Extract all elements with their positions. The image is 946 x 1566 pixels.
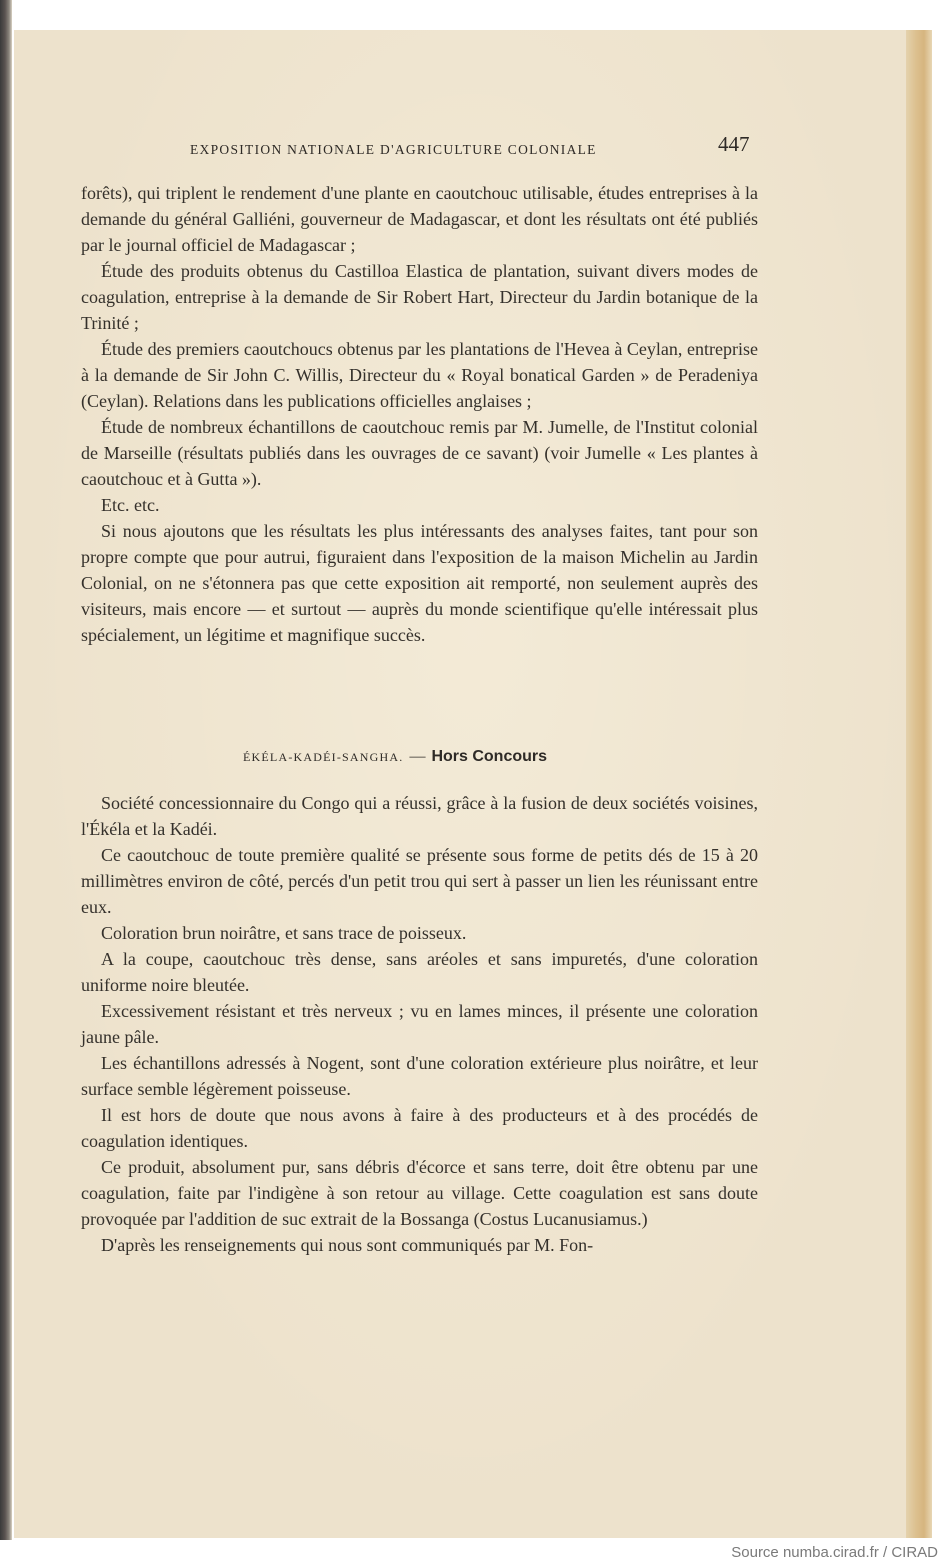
paragraph: D'après les renseignements qui nous sont communiqués par M. Fon- — [101, 1235, 594, 1255]
paragraph: Etc. etc. — [101, 495, 160, 515]
paragraph: Si nous ajoutons que les résultats les plus intéressants des analyses faites, tant pour son propre compte que pour autrui, figuraient dans l'exposition de la maison Michelin au Jardin Colonial, on ne s'étonnera pas que cette exposition ait remporté, non seulement auprès des visiteurs, mais encore — et surtout — auprès du monde scientifique qu'elle intéressait plus spécialement, un légitime et magnifique succès. — [81, 521, 758, 645]
page-number: 447 — [718, 132, 750, 156]
paragraph: Étude des produits obtenus du Castilloa Elastica de plantation, suivant divers modes de coagulation, entreprise à la demande de Sir Robert Hart, Directeur du Jardin botanique de la Trinité ; — [81, 261, 758, 333]
body-text-section — [81, 790, 758, 1258]
paragraph: Société concessionnaire du Congo qui a réussi, grâce à la fusion de deux sociétés voisines, l'Ékéla et la Kadéi. — [81, 793, 758, 839]
paragraph: Étude de nombreux échantillons de caoutchouc remis par M. Jumelle, de l'Institut colonial de Marseille (résultats publiés dans les ouvrages de ce savant) (voir Jumelle « Les plantes à caoutchouc et à Gutta »). — [81, 417, 758, 489]
running-header: EXPOSITION NATIONALE D'AGRICULTURE COLONIALE — [190, 142, 597, 157]
paragraph: Ce produit, absolument pur, sans débris d'écorce et sans terre, doit être obtenu par une coagulation, faite par l'indigène à son retour au village. Cette coagulation est sans doute provoquée par l'addition de suc extrait de la Bossanga (Costus Lucanusiamus.) — [81, 1157, 758, 1229]
paragraph: forêts), qui triplent le rendement d'une plante en caoutchouc utilisable, études entreprises à la demande du général Galliéni, gouverneur de Madagascar, et dont les résultats ont été publiés par le journal officiel de Madagascar ; — [81, 183, 758, 255]
section-award: Hors Concours — [431, 748, 548, 765]
section-heading — [243, 748, 643, 766]
paragraph: A la coupe, caoutchouc très dense, sans aréoles et sans impuretés, d'une coloration uniforme noire bleutée. — [81, 949, 758, 995]
source-credit: Source numba.cirad.fr / CIRAD — [731, 1544, 938, 1561]
section-dash: — — [409, 748, 426, 765]
paragraph: Ce caoutchouc de toute première qualité se présente sous forme de petits dés de 15 à 20 millimètres environ de côté, percés d'un petit trou qui sert à passer un lien les réunissant entre eux. — [81, 845, 758, 917]
paragraph: Il est hors de doute que nous avons à faire à des producteurs et à des procédés de coagulation identiques. — [81, 1105, 758, 1151]
section-place: ÉKÉLA-KADÉI-SANGHA. — [243, 750, 404, 764]
binding-strip — [0, 0, 12, 1540]
paragraph: Coloration brun noirâtre, et sans trace de poisseux. — [101, 923, 467, 943]
paragraph: Les échantillons adressés à Nogent, sont d'une coloration extérieure plus noirâtre, et leur surface semble légèrement poisseuse. — [81, 1053, 758, 1099]
paragraph: Étude des premiers caoutchoucs obtenus par les plantations de l'Hevea à Ceylan, entreprise à la demande de Sir John C. Willis, Directeur du « Royal bonatical Garden » de Peradeniya (Ceylan). Relations dans les publications officielles anglaises ; — [81, 339, 758, 411]
page-edge — [906, 30, 932, 1538]
paragraph: Excessivement résistant et très nerveux ; vu en lames minces, il présente une coloration jaune pâle. — [81, 1001, 758, 1047]
body-text-top — [81, 180, 758, 648]
